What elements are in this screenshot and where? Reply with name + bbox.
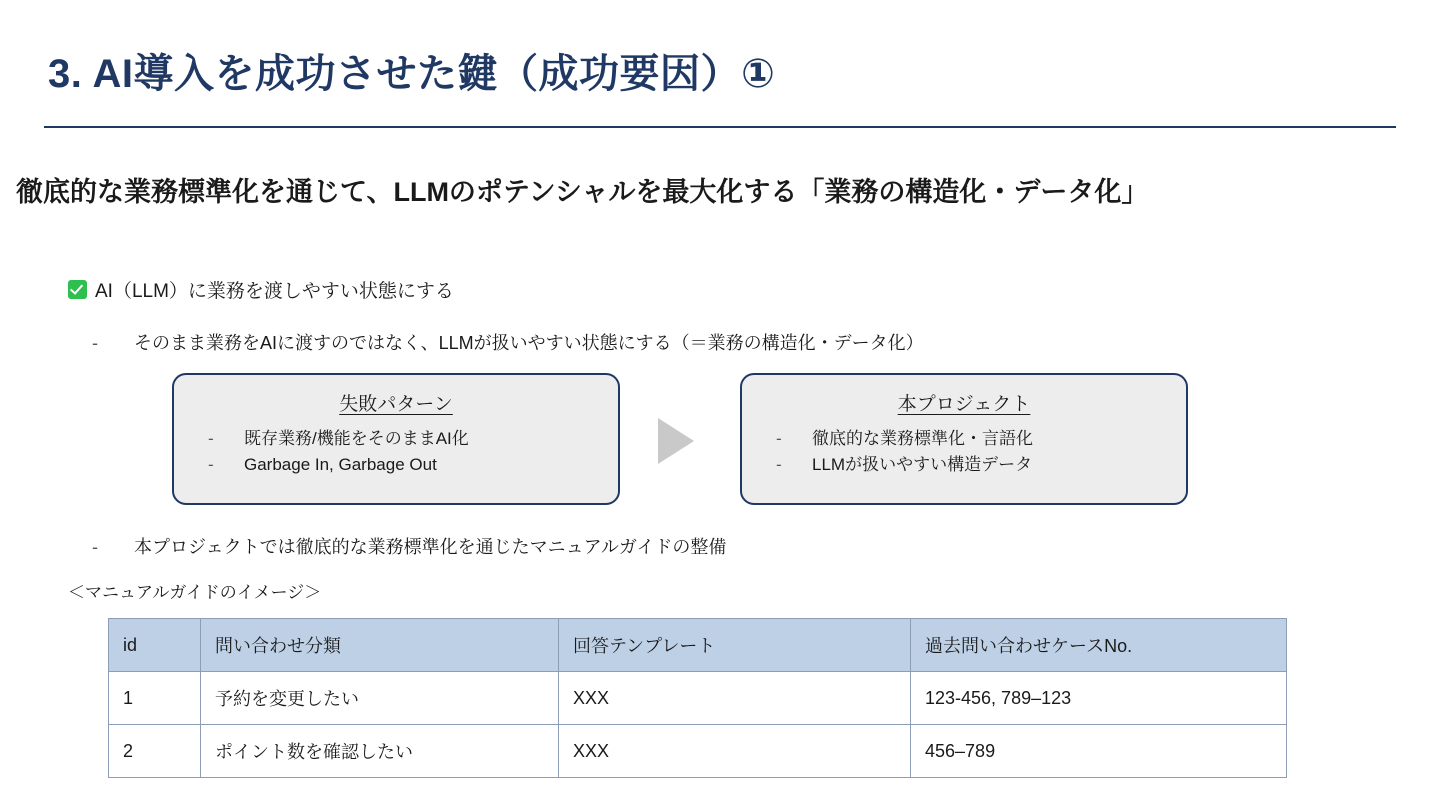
table-header-row [109,619,1287,672]
list-item: - 既存業務/機能をそのままAI化 [208,426,618,452]
dash-marker: - [92,537,98,557]
table-header-id: id [109,619,201,672]
arrow-right-icon [658,418,694,464]
manual-guide-table [108,618,1287,778]
failure-pattern-list [174,426,618,479]
bullet-item-2-label: 本プロジェクトでは徹底的な業務標準化を通じたマニュアルガイドの整備 [134,537,727,557]
table-cell-id: 1 [109,672,201,725]
table-cell-id: 2 [109,725,201,778]
project-box [740,373,1188,505]
project-box-title: 本プロジェクト [897,394,1031,415]
subtitle: 徹底的な業務標準化を通じて、LLMのポテンシャルを最大化する「業務の構造化・データ化」 [16,177,1149,207]
table-cell-category: 予約を変更したい [201,672,559,725]
table-body [109,672,1287,778]
project-box-list [742,426,1186,479]
table-header-category: 問い合わせ分類 [201,619,559,672]
bullet-item-1 [92,329,924,355]
dash-marker: - [92,333,98,353]
table-cell-template: XXX [559,725,911,778]
check-item [68,276,454,303]
bullet-item-1-label: そのまま業務をAIに渡すのではなく、LLMが扱いやすい状態にする（＝業務の構造化・データ化） [134,333,924,353]
table-header-template: 回答テンプレート [559,619,911,672]
list-item: - Garbage In, Garbage Out [208,452,618,478]
table-row [109,672,1287,725]
table-cell-case-no: 123-456, 789–123 [911,672,1287,725]
check-item-label: AI（LLM）に業務を渡しやすい状態にする [95,281,454,302]
page-title: 3. AI導入を成功させた鍵（成功要因）① [48,52,776,96]
table-row [109,725,1287,778]
table-header-case-no: 過去問い合わせケースNo. [911,619,1287,672]
title-divider [44,126,1396,128]
bullet-item-2 [92,533,726,559]
table-cell-case-no: 456–789 [911,725,1287,778]
table-cell-category: ポイント数を確認したい [201,725,559,778]
table-header [109,619,1287,672]
failure-pattern-box [172,373,620,505]
list-item: - 徹底的な業務標準化・言語化 [776,426,1186,452]
failure-pattern-title: 失敗パターン [339,394,453,415]
list-item: - LLMが扱いやすい構造データ [776,452,1186,478]
table-cell-template: XXX [559,672,911,725]
table-caption: ＜マニュアルガイドのイメージ＞ [68,583,322,602]
check-icon [68,280,87,299]
